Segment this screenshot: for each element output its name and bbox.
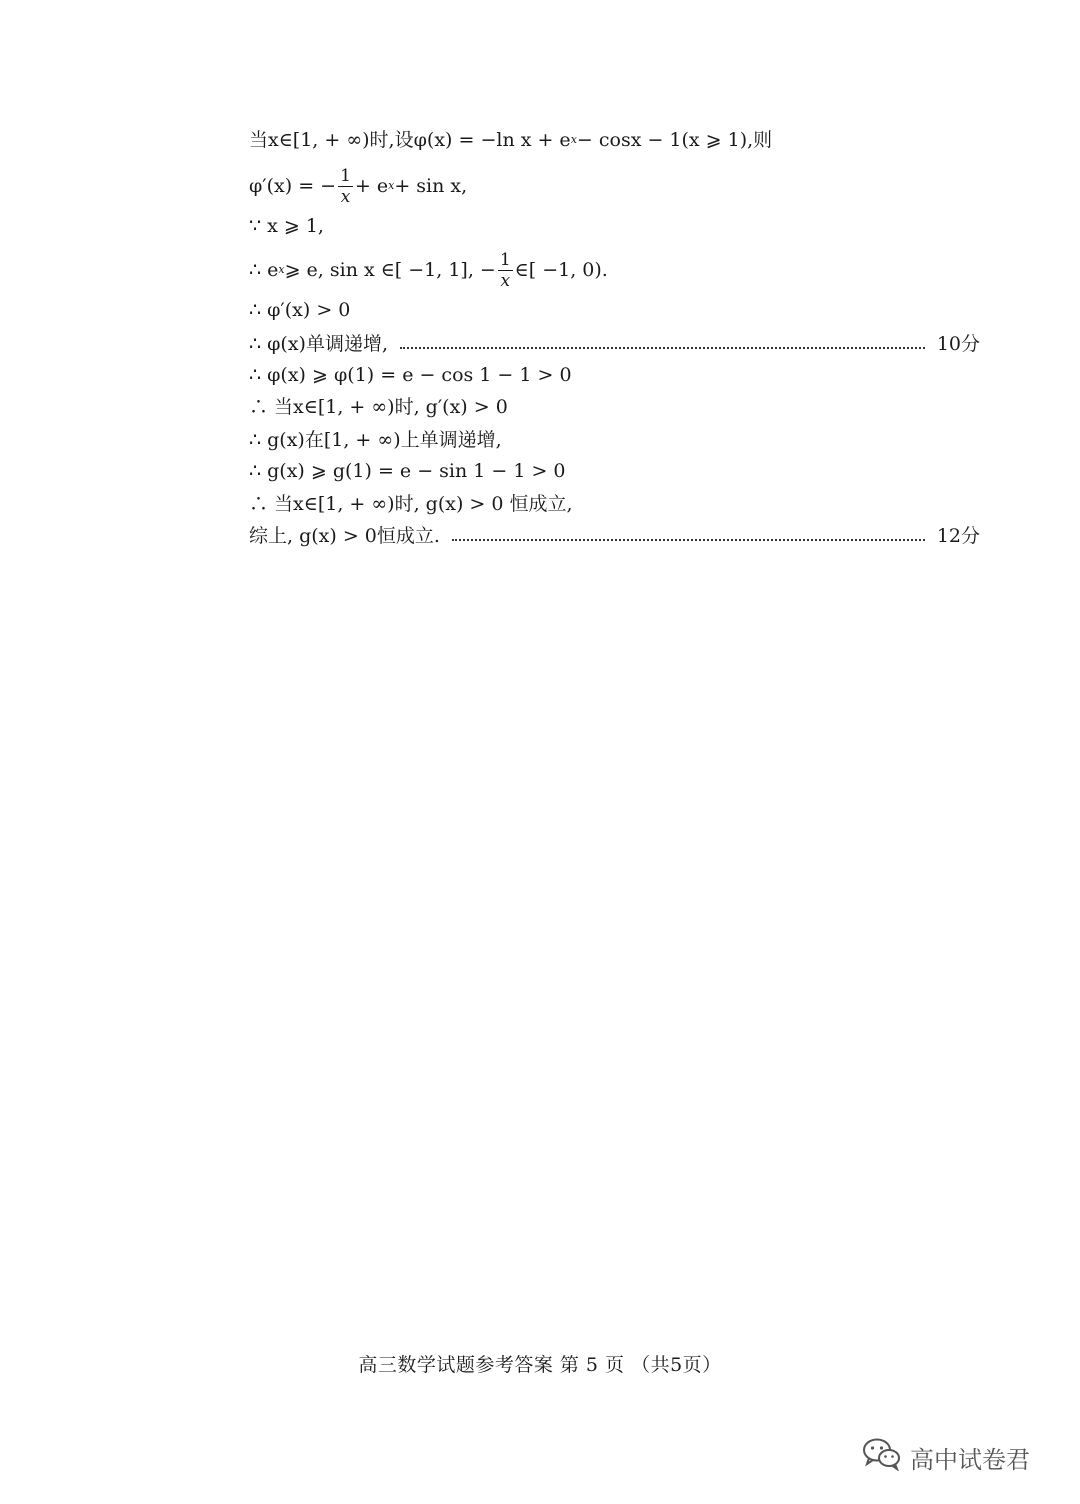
solution-line-10 bbox=[249, 459, 980, 483]
solution-line-11 bbox=[249, 492, 980, 516]
solution-line-5 bbox=[249, 298, 980, 322]
line-text: φ′(x) = − bbox=[249, 175, 337, 197]
line-text: ∴ φ′(x) > 0 bbox=[249, 299, 351, 321]
fraction-denominator: x bbox=[500, 270, 511, 291]
wechat-icon bbox=[862, 1437, 910, 1477]
fraction bbox=[498, 250, 513, 291]
score-label: 10分 bbox=[936, 333, 980, 355]
solution-line-8 bbox=[249, 395, 980, 419]
dotted-leader bbox=[400, 347, 925, 349]
watermark-text: 高中试卷君 bbox=[910, 1445, 1030, 1474]
line-text: 综上, g(x) > 0恒成立. bbox=[249, 525, 440, 547]
fraction-denominator: x bbox=[340, 186, 351, 207]
line-text: ∴ φ(x)单调递增, bbox=[249, 333, 389, 355]
line-text: ∴ 当x∈[1, + ∞)时, g′(x) > 0 bbox=[249, 396, 508, 418]
superscript: x bbox=[278, 263, 285, 276]
superscript: x bbox=[388, 179, 395, 192]
dotted-leader bbox=[452, 539, 925, 541]
solution-line-2 bbox=[249, 164, 980, 208]
line-text: ∴ g(x)在[1, + ∞)上单调递增, bbox=[249, 429, 502, 451]
solution-line-3 bbox=[249, 214, 980, 238]
line-text: + sin x, bbox=[394, 175, 468, 197]
watermark bbox=[862, 1437, 1030, 1477]
solution-line-9 bbox=[249, 428, 980, 452]
page-footer: 高三数学试题参考答案 第 5 页 （共5页） bbox=[358, 1354, 722, 1376]
score-label: 12分 bbox=[936, 525, 980, 547]
line-text: ∵ x ⩾ 1, bbox=[249, 215, 324, 237]
line-text: ∴ φ(x) ⩾ φ(1) = e − cos 1 − 1 > 0 bbox=[249, 364, 572, 386]
line-text: ⩾ e, sin x ∈[ −1, 1], − bbox=[284, 259, 496, 281]
line-text: ∴ g(x) ⩾ g(1) = e − sin 1 − 1 > 0 bbox=[249, 460, 566, 482]
solution-line-1 bbox=[249, 128, 980, 152]
line-text: 当x∈[1, + ∞)时,设φ(x) = −ln x + e bbox=[249, 129, 571, 151]
fraction-numerator: 1 bbox=[340, 165, 351, 186]
line-text: ∈[ −1, 0). bbox=[514, 259, 608, 281]
solution-line-12 bbox=[249, 524, 980, 548]
superscript: x bbox=[570, 133, 577, 146]
line-text: − cosx − 1(x ⩾ 1),则 bbox=[576, 129, 773, 151]
fraction-numerator: 1 bbox=[499, 249, 511, 270]
line-text: ∴ 当x∈[1, + ∞)时, g(x) > 0 恒成立, bbox=[249, 493, 573, 515]
fraction bbox=[338, 166, 353, 207]
line-text: + e bbox=[354, 175, 389, 197]
line-text: ∴ e bbox=[249, 259, 279, 281]
solution-line-7 bbox=[249, 363, 980, 387]
solution-line-4 bbox=[249, 248, 980, 292]
solution-line-6 bbox=[249, 332, 980, 356]
